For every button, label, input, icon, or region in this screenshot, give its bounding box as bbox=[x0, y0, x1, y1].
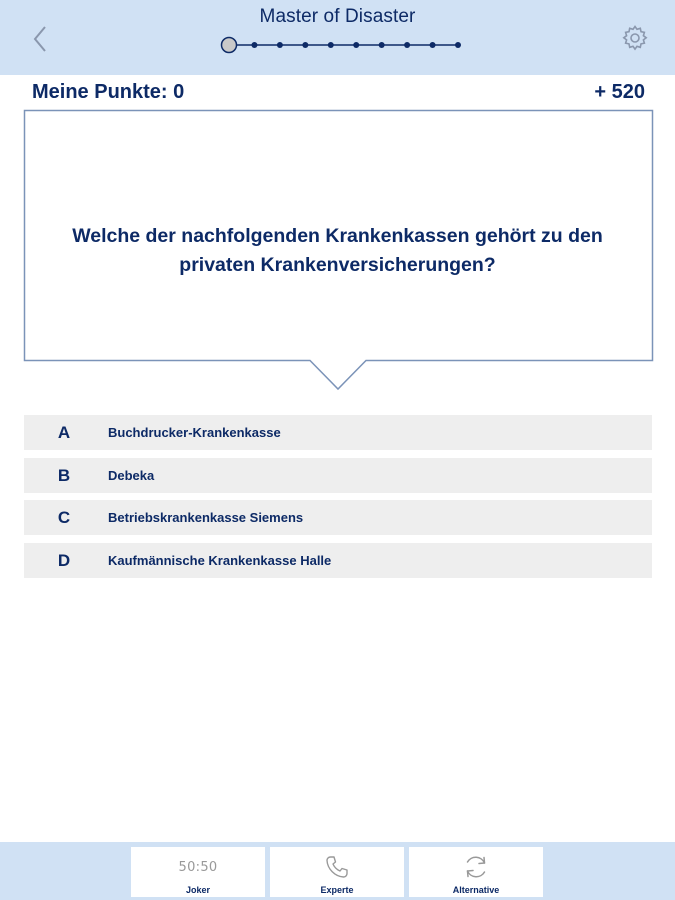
chevron-left-icon bbox=[32, 25, 48, 53]
progress-dot bbox=[430, 42, 436, 48]
question-text bbox=[40, 222, 635, 280]
refresh-icon bbox=[462, 853, 490, 881]
answer-letter: C bbox=[57, 508, 71, 527]
joker-label: Joker bbox=[185, 885, 211, 895]
game-title: Master of Disaster bbox=[259, 6, 416, 27]
question-progress bbox=[218, 34, 468, 56]
progress-dot bbox=[328, 42, 334, 48]
answer-option-b[interactable] bbox=[24, 458, 652, 493]
score-row bbox=[0, 75, 675, 111]
answer-text: Betriebskrankenkasse Siemens bbox=[108, 510, 304, 525]
expert-label: Experte bbox=[320, 885, 354, 895]
answer-text: Kaufmännische Krankenkasse Halle bbox=[108, 552, 332, 568]
progress-current-marker bbox=[222, 38, 237, 53]
alternative-joker-button[interactable] bbox=[409, 847, 543, 897]
points-bonus: + 520 bbox=[594, 81, 645, 103]
points-label: Meine Punkte: 0 bbox=[32, 81, 185, 103]
progress-dot bbox=[251, 42, 257, 48]
answer-letter: D bbox=[57, 550, 71, 570]
progress-dot bbox=[277, 42, 283, 48]
gear-icon bbox=[621, 24, 649, 52]
answer-letter: B bbox=[57, 465, 71, 485]
answer-option-a[interactable] bbox=[24, 415, 652, 450]
expert-joker-button[interactable] bbox=[270, 847, 404, 897]
settings-button[interactable] bbox=[619, 22, 651, 54]
fifty-fifty-joker-button[interactable] bbox=[131, 847, 265, 897]
phone-icon bbox=[324, 854, 350, 880]
answer-text: Debeka bbox=[108, 467, 155, 483]
answer-text: Buchdrucker-Krankenkasse bbox=[108, 425, 281, 440]
progress-dot bbox=[353, 42, 359, 48]
answer-option-d[interactable] bbox=[24, 543, 652, 578]
answer-option-c[interactable] bbox=[24, 500, 652, 535]
progress-dot bbox=[302, 42, 308, 48]
fifty-fifty-icon: 50:50 bbox=[178, 859, 218, 875]
answer-letter: A bbox=[57, 423, 71, 442]
answer-list bbox=[24, 415, 652, 585]
question-line-1: Welche der nachfolgenden Krankenkassen gehört zu den bbox=[72, 225, 603, 247]
progress-dot bbox=[404, 42, 410, 48]
progress-dot bbox=[379, 42, 385, 48]
top-bar bbox=[0, 0, 675, 75]
alternative-label: Alternative bbox=[452, 885, 500, 895]
question-line-2: privaten Krankenversicherungen? bbox=[179, 254, 496, 276]
joker-bar bbox=[0, 842, 675, 900]
progress-dot bbox=[455, 42, 461, 48]
